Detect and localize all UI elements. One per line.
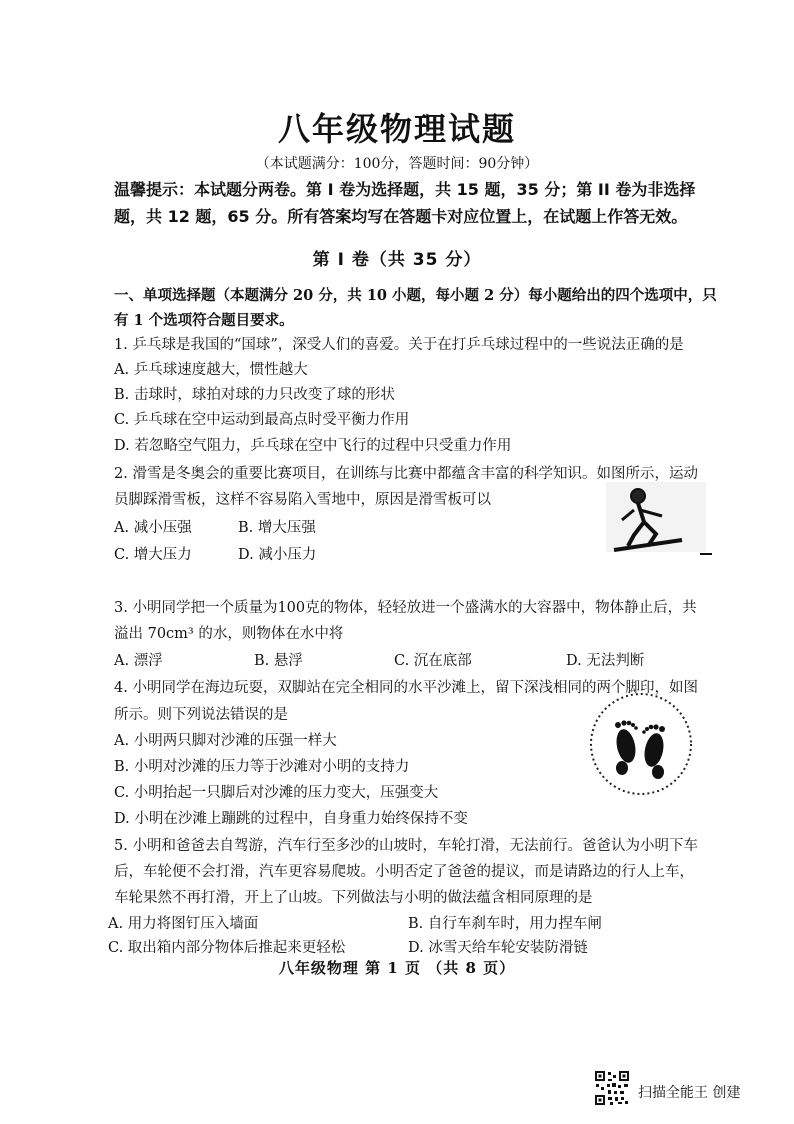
question-4-option-d: D. 小明在沙滩上蹦跳的过程中，自身重力始终保持不变 xyxy=(114,811,468,827)
question-4-stem-1: 4. 小明同学在海边玩耍，双脚站在完全相同的水平沙滩上，留下深浅相同的两个脚印，如图 xyxy=(114,680,698,696)
skier-figure xyxy=(604,480,714,560)
question-3-stem-2: 溢出 70cm³ 的水，则物体在水中将 xyxy=(114,626,344,642)
question-1-option-b: B. 击球时，球拍对球的力只改变了球的形状 xyxy=(114,387,395,403)
question-5-option-c: C. 取出箱内部分物体后推起来更轻松 xyxy=(108,940,346,956)
footprints-figure xyxy=(588,688,694,800)
page-footer: 八年级物理 第 1 页 （共 8 页） xyxy=(278,959,516,977)
scanner-watermark xyxy=(594,1070,774,1112)
question-4-option-a: A. 小明两只脚对沙滩的压强一样大 xyxy=(114,733,337,749)
question-2-stem-2: 员脚踩滑雪板，这样不容易陷入雪地中，原因是滑雪板可以 xyxy=(114,492,491,508)
question-3-stem-1: 3. 小明同学把一个质量为100克的物体，轻轻放进一个盛满水的大容器中，物体静止后，共 xyxy=(114,600,697,616)
question-4-stem-2: 所示。则下列说法错误的是 xyxy=(114,707,288,723)
scanner-label: 扫描全能王 创建 xyxy=(638,1085,741,1101)
question-1-option-c: C. 乒乓球在空中运动到最高点时受平衡力作用 xyxy=(114,412,410,428)
section-instruction-2: 有 1 个选项符合题目要求。 xyxy=(114,312,294,329)
notice-line-2: 题，共 12 题，65 分。所有答案均写在答题卡对应位置上，在试题上作答无效。 xyxy=(114,207,688,226)
question-2-option-c: C. 增大压力 xyxy=(114,547,192,563)
question-2-option-d: D. 减小压力 xyxy=(238,547,317,563)
question-3-option-a: A. 漂浮 xyxy=(114,653,163,669)
question-1-stem: 1. 乒乓球是我国的“国球”，深受人们的喜爱。关于在打乒乓球过程中的一些说法正确的是 xyxy=(114,337,684,353)
question-2-option-a: A. 减小压强 xyxy=(114,520,192,536)
question-5-stem-3: 车轮果然不再打滑，开上了山坡。下列做法与小明的做法蕴含相同原理的是 xyxy=(114,890,593,906)
qr-code-icon xyxy=(594,1070,630,1106)
question-5-option-b: B. 自行车刹车时，用力捏车闸 xyxy=(408,916,602,932)
notice-line-1: 温馨提示：本试题分两卷。第 I 卷为选择题，共 15 题，35 分；第 II 卷为非选择 xyxy=(114,180,696,199)
question-1-option-a: A. 乒乓球速度越大，惯性越大 xyxy=(114,362,308,378)
question-3-option-d: D. 无法判断 xyxy=(566,653,645,669)
question-4-option-c: C. 小明抬起一只脚后对沙滩的压力变大，压强变大 xyxy=(114,785,439,801)
question-3-option-b: B. 悬浮 xyxy=(254,653,303,669)
question-1-option-d: D. 若忽略空气阻力，乒乓球在空中飞行的过程中只受重力作用 xyxy=(114,438,512,454)
question-2-option-b: B. 增大压强 xyxy=(238,520,316,536)
question-5-stem-2: 后，车轮便不会打滑，汽车更容易爬坡。小明否定了爸爸的提议，而是请路边的行人上车， xyxy=(114,864,694,880)
exam-title: 八年级物理试题 xyxy=(277,110,516,148)
question-5-option-d: D. 冰雪天给车轮安装防滑链 xyxy=(408,940,588,956)
question-5-option-a: A. 用力将图钉压入墙面 xyxy=(108,916,259,932)
question-3-option-c: C. 沉在底部 xyxy=(394,653,472,669)
question-2-stem-1: 2. 滑雪是冬奥会的重要比赛项目，在训练与比赛中都蕴含丰富的科学知识。如图所示，运动 xyxy=(114,466,698,482)
exam-subtitle: （本试题满分：100分，答题时间：90分钟） xyxy=(255,156,539,172)
question-4-option-b: B. 小明对沙滩的压力等于沙滩对小明的支持力 xyxy=(114,759,410,775)
section-instruction-1: 一、单项选择题（本题满分 20 分，共 10 小题，每小题 2 分）每小题给出的四个选项中，只 xyxy=(114,287,717,304)
section-title: 第 I 卷（共 35 分） xyxy=(312,250,482,270)
question-5-stem-1: 5. 小明和爸爸去自驾游，汽车行至多沙的山坡时，车轮打滑，无法前行。爸爸认为小明下车 xyxy=(114,838,698,854)
